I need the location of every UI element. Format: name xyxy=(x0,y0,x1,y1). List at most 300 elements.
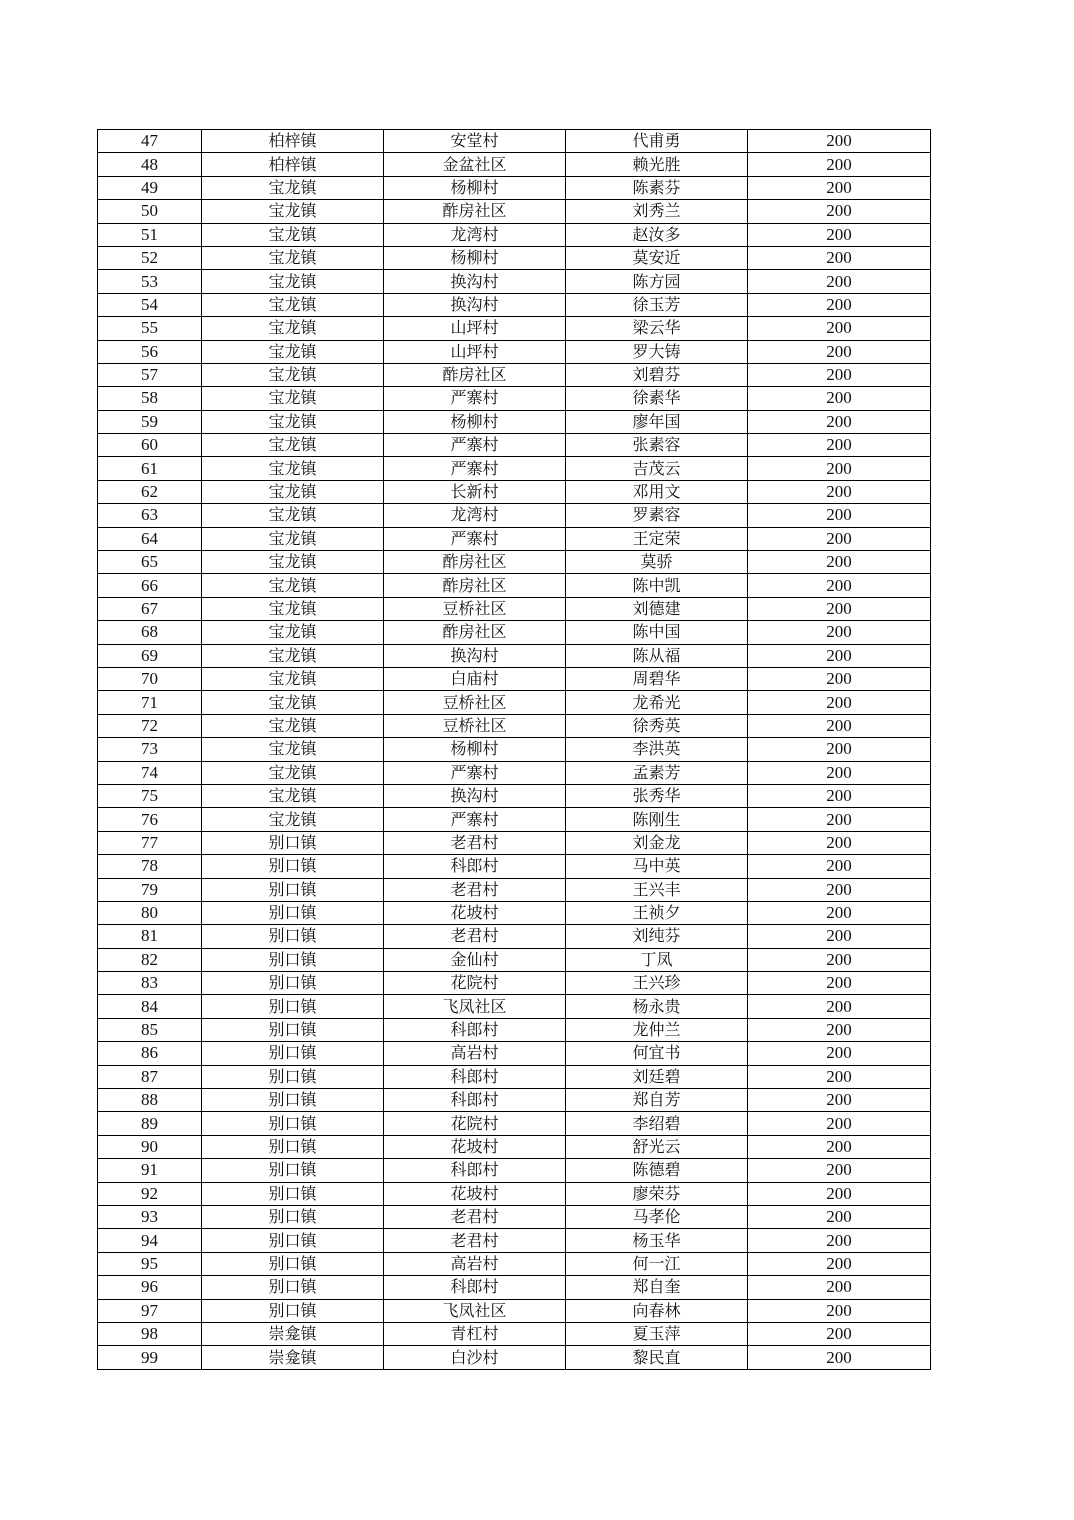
table-row xyxy=(98,621,931,644)
name-cell: 徐玉芳 xyxy=(566,293,748,316)
town-cell: 宝龙镇 xyxy=(202,504,384,527)
amount-cell: 200 xyxy=(748,527,931,550)
seq-cell: 48 xyxy=(98,153,202,176)
name-cell: 莫安近 xyxy=(566,246,748,269)
seq-cell: 79 xyxy=(98,878,202,901)
village-cell: 长新村 xyxy=(384,480,566,503)
table-row xyxy=(98,340,931,363)
seq-cell: 88 xyxy=(98,1089,202,1112)
village-cell: 安堂村 xyxy=(384,130,566,153)
seq-cell: 50 xyxy=(98,200,202,223)
village-cell: 酢房社区 xyxy=(384,200,566,223)
seq-cell: 97 xyxy=(98,1299,202,1322)
amount-cell: 200 xyxy=(748,761,931,784)
name-cell: 向春林 xyxy=(566,1299,748,1322)
village-cell: 老君村 xyxy=(384,878,566,901)
town-cell: 别口镇 xyxy=(202,1018,384,1041)
amount-cell: 200 xyxy=(748,574,931,597)
amount-cell: 200 xyxy=(748,410,931,433)
table-row xyxy=(98,317,931,340)
seq-cell: 68 xyxy=(98,621,202,644)
amount-cell: 200 xyxy=(748,995,931,1018)
town-cell: 宝龙镇 xyxy=(202,574,384,597)
name-cell: 廖年国 xyxy=(566,410,748,433)
village-cell: 老君村 xyxy=(384,831,566,854)
name-cell: 何一江 xyxy=(566,1252,748,1275)
town-cell: 别口镇 xyxy=(202,831,384,854)
table-row xyxy=(98,480,931,503)
table-row xyxy=(98,293,931,316)
table-row xyxy=(98,527,931,550)
table-row xyxy=(98,1322,931,1345)
village-cell: 严寨村 xyxy=(384,527,566,550)
table-row xyxy=(98,1042,931,1065)
seq-cell: 64 xyxy=(98,527,202,550)
town-cell: 宝龙镇 xyxy=(202,270,384,293)
amount-cell: 200 xyxy=(748,480,931,503)
table-row xyxy=(98,130,931,153)
name-cell: 赖光胜 xyxy=(566,153,748,176)
seq-cell: 96 xyxy=(98,1276,202,1299)
village-cell: 白沙村 xyxy=(384,1346,566,1369)
name-cell: 陈方园 xyxy=(566,270,748,293)
seq-cell: 72 xyxy=(98,714,202,737)
town-cell: 别口镇 xyxy=(202,972,384,995)
amount-cell: 200 xyxy=(748,200,931,223)
name-cell: 马中英 xyxy=(566,855,748,878)
seq-cell: 81 xyxy=(98,925,202,948)
town-cell: 宝龙镇 xyxy=(202,317,384,340)
name-cell: 刘秀兰 xyxy=(566,200,748,223)
village-cell: 金仙村 xyxy=(384,948,566,971)
table-row xyxy=(98,387,931,410)
village-cell: 换沟村 xyxy=(384,644,566,667)
seq-cell: 56 xyxy=(98,340,202,363)
amount-cell: 200 xyxy=(748,457,931,480)
town-cell: 宝龙镇 xyxy=(202,200,384,223)
town-cell: 别口镇 xyxy=(202,901,384,924)
village-cell: 龙湾村 xyxy=(384,223,566,246)
village-cell: 山坪村 xyxy=(384,340,566,363)
town-cell: 宝龙镇 xyxy=(202,363,384,386)
table-row xyxy=(98,597,931,620)
amount-cell: 200 xyxy=(748,1229,931,1252)
table-row xyxy=(98,1205,931,1228)
village-cell: 花坡村 xyxy=(384,901,566,924)
seq-cell: 59 xyxy=(98,410,202,433)
town-cell: 别口镇 xyxy=(202,1112,384,1135)
amount-cell: 200 xyxy=(748,176,931,199)
village-cell: 金盆社区 xyxy=(384,153,566,176)
village-cell: 青杠村 xyxy=(384,1322,566,1345)
seq-cell: 70 xyxy=(98,667,202,690)
name-cell: 陈从福 xyxy=(566,644,748,667)
amount-cell: 200 xyxy=(748,972,931,995)
table-row xyxy=(98,808,931,831)
seq-cell: 69 xyxy=(98,644,202,667)
amount-cell: 200 xyxy=(748,901,931,924)
town-cell: 柏梓镇 xyxy=(202,153,384,176)
village-cell: 花院村 xyxy=(384,1112,566,1135)
village-cell: 科郎村 xyxy=(384,1065,566,1088)
table-row xyxy=(98,504,931,527)
amount-cell: 200 xyxy=(748,667,931,690)
village-cell: 花院村 xyxy=(384,972,566,995)
name-cell: 王兴珍 xyxy=(566,972,748,995)
name-cell: 陈中国 xyxy=(566,621,748,644)
amount-cell: 200 xyxy=(748,855,931,878)
amount-cell: 200 xyxy=(748,644,931,667)
table-row xyxy=(98,995,931,1018)
amount-cell: 200 xyxy=(748,246,931,269)
town-cell: 别口镇 xyxy=(202,948,384,971)
table-row xyxy=(98,761,931,784)
name-cell: 陈素芬 xyxy=(566,176,748,199)
seq-cell: 95 xyxy=(98,1252,202,1275)
amount-cell: 200 xyxy=(748,948,931,971)
table-row xyxy=(98,1159,931,1182)
amount-cell: 200 xyxy=(748,551,931,574)
town-cell: 别口镇 xyxy=(202,1182,384,1205)
table-row xyxy=(98,574,931,597)
village-cell: 严寨村 xyxy=(384,387,566,410)
seq-cell: 94 xyxy=(98,1229,202,1252)
table-row xyxy=(98,1182,931,1205)
seq-cell: 61 xyxy=(98,457,202,480)
table-row xyxy=(98,200,931,223)
amount-cell: 200 xyxy=(748,1205,931,1228)
town-cell: 宝龙镇 xyxy=(202,246,384,269)
name-cell: 徐秀英 xyxy=(566,714,748,737)
seq-cell: 85 xyxy=(98,1018,202,1041)
table-row xyxy=(98,1065,931,1088)
seq-cell: 91 xyxy=(98,1159,202,1182)
town-cell: 别口镇 xyxy=(202,1205,384,1228)
town-cell: 别口镇 xyxy=(202,1089,384,1112)
seq-cell: 49 xyxy=(98,176,202,199)
town-cell: 宝龙镇 xyxy=(202,293,384,316)
amount-cell: 200 xyxy=(748,1042,931,1065)
seq-cell: 87 xyxy=(98,1065,202,1088)
name-cell: 何宜书 xyxy=(566,1042,748,1065)
village-cell: 科郎村 xyxy=(384,1276,566,1299)
name-cell: 马孝伦 xyxy=(566,1205,748,1228)
table-row xyxy=(98,831,931,854)
table-row xyxy=(98,667,931,690)
seq-cell: 51 xyxy=(98,223,202,246)
name-cell: 郑自奎 xyxy=(566,1276,748,1299)
table-row xyxy=(98,1299,931,1322)
town-cell: 别口镇 xyxy=(202,1276,384,1299)
town-cell: 别口镇 xyxy=(202,1252,384,1275)
name-cell: 王定荣 xyxy=(566,527,748,550)
name-cell: 陈刚生 xyxy=(566,808,748,831)
amount-cell: 200 xyxy=(748,1159,931,1182)
village-cell: 换沟村 xyxy=(384,293,566,316)
village-cell: 高岩村 xyxy=(384,1042,566,1065)
amount-cell: 200 xyxy=(748,387,931,410)
name-cell: 刘碧芬 xyxy=(566,363,748,386)
town-cell: 宝龙镇 xyxy=(202,738,384,761)
town-cell: 宝龙镇 xyxy=(202,644,384,667)
village-cell: 豆桥社区 xyxy=(384,714,566,737)
amount-cell: 200 xyxy=(748,691,931,714)
town-cell: 宝龙镇 xyxy=(202,784,384,807)
village-cell: 豆桥社区 xyxy=(384,597,566,620)
town-cell: 别口镇 xyxy=(202,1042,384,1065)
amount-cell: 200 xyxy=(748,1112,931,1135)
seq-cell: 57 xyxy=(98,363,202,386)
amount-cell: 200 xyxy=(748,784,931,807)
town-cell: 宝龙镇 xyxy=(202,387,384,410)
name-cell: 王祯夕 xyxy=(566,901,748,924)
amount-cell: 200 xyxy=(748,1276,931,1299)
table-row xyxy=(98,270,931,293)
seq-cell: 74 xyxy=(98,761,202,784)
village-cell: 老君村 xyxy=(384,1205,566,1228)
name-cell: 廖荣芬 xyxy=(566,1182,748,1205)
seq-cell: 93 xyxy=(98,1205,202,1228)
seq-cell: 92 xyxy=(98,1182,202,1205)
table-row xyxy=(98,551,931,574)
town-cell: 别口镇 xyxy=(202,1135,384,1158)
table-row xyxy=(98,1135,931,1158)
table-row xyxy=(98,925,931,948)
seq-cell: 98 xyxy=(98,1322,202,1345)
table-row xyxy=(98,691,931,714)
amount-cell: 200 xyxy=(748,434,931,457)
seq-cell: 77 xyxy=(98,831,202,854)
name-cell: 杨永贵 xyxy=(566,995,748,1018)
town-cell: 崇龛镇 xyxy=(202,1322,384,1345)
name-cell: 陈德碧 xyxy=(566,1159,748,1182)
table-row xyxy=(98,644,931,667)
town-cell: 宝龙镇 xyxy=(202,761,384,784)
seq-cell: 67 xyxy=(98,597,202,620)
table-row xyxy=(98,1252,931,1275)
amount-cell: 200 xyxy=(748,270,931,293)
village-cell: 花坡村 xyxy=(384,1182,566,1205)
amount-cell: 200 xyxy=(748,1065,931,1088)
beneficiary-table xyxy=(97,129,931,1370)
seq-cell: 90 xyxy=(98,1135,202,1158)
amount-cell: 200 xyxy=(748,1252,931,1275)
amount-cell: 200 xyxy=(748,363,931,386)
name-cell: 刘廷碧 xyxy=(566,1065,748,1088)
town-cell: 别口镇 xyxy=(202,925,384,948)
amount-cell: 200 xyxy=(748,223,931,246)
seq-cell: 63 xyxy=(98,504,202,527)
amount-cell: 200 xyxy=(748,808,931,831)
town-cell: 宝龙镇 xyxy=(202,667,384,690)
name-cell: 舒光云 xyxy=(566,1135,748,1158)
amount-cell: 200 xyxy=(748,738,931,761)
name-cell: 刘德建 xyxy=(566,597,748,620)
town-cell: 宝龙镇 xyxy=(202,597,384,620)
amount-cell: 200 xyxy=(748,317,931,340)
town-cell: 宝龙镇 xyxy=(202,340,384,363)
town-cell: 宝龙镇 xyxy=(202,410,384,433)
table-row xyxy=(98,1346,931,1369)
amount-cell: 200 xyxy=(748,621,931,644)
amount-cell: 200 xyxy=(748,340,931,363)
amount-cell: 200 xyxy=(748,1018,931,1041)
village-cell: 杨柳村 xyxy=(384,246,566,269)
village-cell: 飞凤社区 xyxy=(384,995,566,1018)
town-cell: 崇龛镇 xyxy=(202,1346,384,1369)
name-cell: 孟素芳 xyxy=(566,761,748,784)
amount-cell: 200 xyxy=(748,878,931,901)
amount-cell: 200 xyxy=(748,1322,931,1345)
name-cell: 赵汝多 xyxy=(566,223,748,246)
town-cell: 别口镇 xyxy=(202,1229,384,1252)
village-cell: 酢房社区 xyxy=(384,574,566,597)
seq-cell: 71 xyxy=(98,691,202,714)
seq-cell: 89 xyxy=(98,1112,202,1135)
seq-cell: 47 xyxy=(98,130,202,153)
town-cell: 宝龙镇 xyxy=(202,621,384,644)
town-cell: 别口镇 xyxy=(202,878,384,901)
name-cell: 刘金龙 xyxy=(566,831,748,854)
village-cell: 杨柳村 xyxy=(384,738,566,761)
name-cell: 罗大铸 xyxy=(566,340,748,363)
amount-cell: 200 xyxy=(748,1346,931,1369)
table-row xyxy=(98,948,931,971)
village-cell: 科郎村 xyxy=(384,1018,566,1041)
village-cell: 换沟村 xyxy=(384,270,566,293)
seq-cell: 53 xyxy=(98,270,202,293)
amount-cell: 200 xyxy=(748,597,931,620)
town-cell: 宝龙镇 xyxy=(202,714,384,737)
seq-cell: 78 xyxy=(98,855,202,878)
town-cell: 宝龙镇 xyxy=(202,551,384,574)
seq-cell: 99 xyxy=(98,1346,202,1369)
village-cell: 酢房社区 xyxy=(384,363,566,386)
seq-cell: 52 xyxy=(98,246,202,269)
village-cell: 高岩村 xyxy=(384,1252,566,1275)
seq-cell: 75 xyxy=(98,784,202,807)
name-cell: 周碧华 xyxy=(566,667,748,690)
name-cell: 李绍碧 xyxy=(566,1112,748,1135)
seq-cell: 80 xyxy=(98,901,202,924)
table-row xyxy=(98,410,931,433)
table-row xyxy=(98,1018,931,1041)
amount-cell: 200 xyxy=(748,153,931,176)
name-cell: 罗素容 xyxy=(566,504,748,527)
table-row xyxy=(98,901,931,924)
amount-cell: 200 xyxy=(748,714,931,737)
name-cell: 龙仲兰 xyxy=(566,1018,748,1041)
table-row xyxy=(98,223,931,246)
table-row xyxy=(98,246,931,269)
name-cell: 刘纯芬 xyxy=(566,925,748,948)
town-cell: 宝龙镇 xyxy=(202,480,384,503)
table-row xyxy=(98,1089,931,1112)
village-cell: 酢房社区 xyxy=(384,621,566,644)
table-row xyxy=(98,1276,931,1299)
table-row xyxy=(98,714,931,737)
village-cell: 酢房社区 xyxy=(384,551,566,574)
village-cell: 龙湾村 xyxy=(384,504,566,527)
amount-cell: 200 xyxy=(748,1299,931,1322)
town-cell: 别口镇 xyxy=(202,995,384,1018)
seq-cell: 76 xyxy=(98,808,202,831)
name-cell: 夏玉萍 xyxy=(566,1322,748,1345)
seq-cell: 60 xyxy=(98,434,202,457)
name-cell: 张秀华 xyxy=(566,784,748,807)
seq-cell: 73 xyxy=(98,738,202,761)
town-cell: 别口镇 xyxy=(202,1299,384,1322)
village-cell: 严寨村 xyxy=(384,457,566,480)
seq-cell: 83 xyxy=(98,972,202,995)
village-cell: 科郎村 xyxy=(384,1089,566,1112)
amount-cell: 200 xyxy=(748,130,931,153)
name-cell: 梁云华 xyxy=(566,317,748,340)
village-cell: 飞凤社区 xyxy=(384,1299,566,1322)
town-cell: 宝龙镇 xyxy=(202,176,384,199)
table-row xyxy=(98,457,931,480)
seq-cell: 58 xyxy=(98,387,202,410)
town-cell: 宝龙镇 xyxy=(202,808,384,831)
town-cell: 宝龙镇 xyxy=(202,527,384,550)
name-cell: 王兴丰 xyxy=(566,878,748,901)
village-cell: 换沟村 xyxy=(384,784,566,807)
name-cell: 代甫勇 xyxy=(566,130,748,153)
village-cell: 花坡村 xyxy=(384,1135,566,1158)
table-row xyxy=(98,176,931,199)
name-cell: 张素容 xyxy=(566,434,748,457)
table-row xyxy=(98,1112,931,1135)
name-cell: 龙希光 xyxy=(566,691,748,714)
name-cell: 莫骄 xyxy=(566,551,748,574)
village-cell: 豆桥社区 xyxy=(384,691,566,714)
amount-cell: 200 xyxy=(748,831,931,854)
name-cell: 吉茂云 xyxy=(566,457,748,480)
amount-cell: 200 xyxy=(748,293,931,316)
amount-cell: 200 xyxy=(748,1089,931,1112)
amount-cell: 200 xyxy=(748,504,931,527)
name-cell: 陈中凯 xyxy=(566,574,748,597)
table-row xyxy=(98,855,931,878)
town-cell: 别口镇 xyxy=(202,1065,384,1088)
seq-cell: 86 xyxy=(98,1042,202,1065)
village-cell: 杨柳村 xyxy=(384,410,566,433)
seq-cell: 62 xyxy=(98,480,202,503)
table-row xyxy=(98,738,931,761)
town-cell: 宝龙镇 xyxy=(202,223,384,246)
amount-cell: 200 xyxy=(748,1182,931,1205)
name-cell: 杨玉华 xyxy=(566,1229,748,1252)
town-cell: 别口镇 xyxy=(202,855,384,878)
village-cell: 白庙村 xyxy=(384,667,566,690)
town-cell: 宝龙镇 xyxy=(202,434,384,457)
name-cell: 黎民直 xyxy=(566,1346,748,1369)
seq-cell: 82 xyxy=(98,948,202,971)
village-cell: 山坪村 xyxy=(384,317,566,340)
village-cell: 老君村 xyxy=(384,1229,566,1252)
table-row xyxy=(98,363,931,386)
town-cell: 别口镇 xyxy=(202,1159,384,1182)
table-row xyxy=(98,434,931,457)
name-cell: 徐素华 xyxy=(566,387,748,410)
village-cell: 科郎村 xyxy=(384,855,566,878)
seq-cell: 54 xyxy=(98,293,202,316)
table-row xyxy=(98,878,931,901)
seq-cell: 66 xyxy=(98,574,202,597)
table-row xyxy=(98,153,931,176)
town-cell: 柏梓镇 xyxy=(202,130,384,153)
amount-cell: 200 xyxy=(748,1135,931,1158)
